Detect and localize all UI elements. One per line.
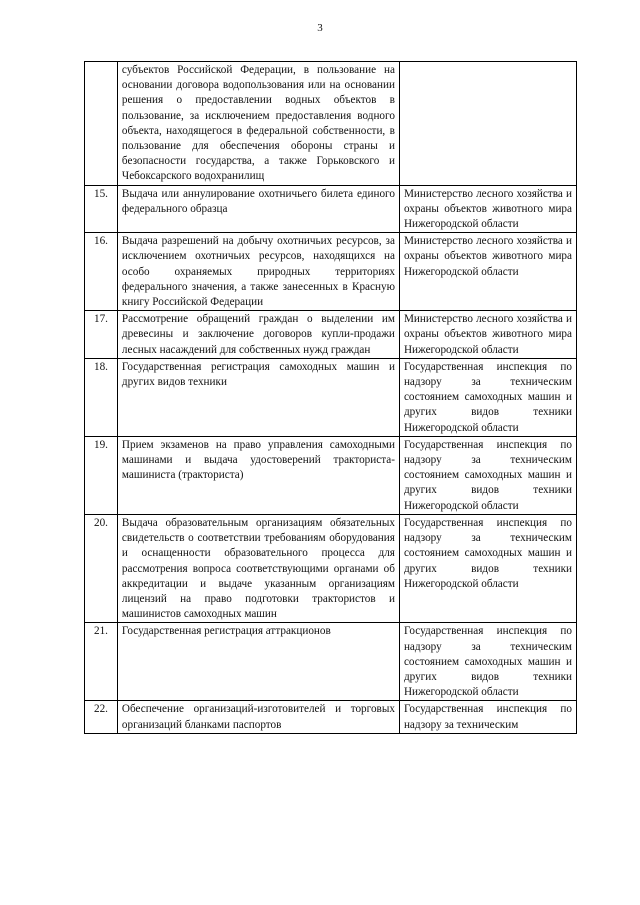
responsible-authority: Министерство лесного хозяйства и охраны объектов животного мира Нижегородской области xyxy=(399,233,576,311)
table-row xyxy=(85,358,577,436)
responsible-authority: Министерство лесного хозяйства и охраны объектов животного мира Нижегородской области xyxy=(399,311,576,359)
row-number: 15. xyxy=(85,185,118,233)
row-number xyxy=(85,62,118,186)
table-row xyxy=(85,185,577,233)
responsible-authority: Министерство лесного хозяйства и охраны объектов животного мира Нижегородской области xyxy=(399,185,576,233)
table-row xyxy=(85,701,577,733)
responsible-authority: Государственная инспекция по надзору за техническим состоянием самоходных машин и других видов техники Нижегородской области xyxy=(399,514,576,622)
service-description: Прием экзаменов на право управления самоходными машинами и выдача удостоверений тракториста-машиниста (тракториста) xyxy=(117,436,399,514)
service-description: Выдача разрешений на добычу охотничьих ресурсов, за исключением охотничьих ресурсов, находящихся на особо охраняемых природных территориях федерального значения, а также занесенных в Красную книгу Российской Федерации xyxy=(117,233,399,311)
responsible-authority: Государственная инспекция по надзору за техническим xyxy=(399,701,576,733)
table-row xyxy=(85,436,577,514)
table-row xyxy=(85,311,577,359)
table-row xyxy=(85,623,577,701)
service-description: Выдача или аннулирование охотничьего билета единого федерального образца xyxy=(117,185,399,233)
service-description: Государственная регистрация аттракционов xyxy=(117,623,399,701)
responsible-authority: Государственная инспекция по надзору за техническим состоянием самоходных машин и других видов техники Нижегородской области xyxy=(399,436,576,514)
responsible-authority: Государственная инспекция по надзору за техническим состоянием самоходных машин и других видов техники Нижегородской области xyxy=(399,358,576,436)
table-row xyxy=(85,514,577,622)
service-description: субъектов Российской Федерации, в пользование на основании договора водопользования или на основании решения о предоставлении водных объектов в пользование, за исключением предоставления водного объекта, находящегося в федеральной собственности, в пользование для обеспечения обороны страны и безопасности государства, а также Горьковского и Чебоксарского водохранилищ xyxy=(117,62,399,186)
service-description: Рассмотрение обращений граждан о выделении им древесины и заключение договоров купли-продажи лесных насаждений для собственных нужд граждан xyxy=(117,311,399,359)
row-number: 20. xyxy=(85,514,118,622)
row-number: 21. xyxy=(85,623,118,701)
page-number: 3 xyxy=(317,22,323,34)
row-number: 19. xyxy=(85,436,118,514)
responsible-authority: Государственная инспекция по надзору за техническим состоянием самоходных машин и других видов техники Нижегородской области xyxy=(399,623,576,701)
service-description: Обеспечение организаций-изготовителей и торговых организаций бланками паспортов xyxy=(117,701,399,733)
responsible-authority xyxy=(399,62,576,186)
services-table xyxy=(84,61,577,734)
table-row xyxy=(85,62,577,186)
service-description: Государственная регистрация самоходных машин и других видов техники xyxy=(117,358,399,436)
row-number: 16. xyxy=(85,233,118,311)
row-number: 22. xyxy=(85,701,118,733)
service-description: Выдача образовательным организациям обязательных свидетельств о соответствии требованиям оборудования и оснащенности образовательного процесса для рассмотрения вопроса соответствующими органами об аккредитации и выдаче указанным организациям лицензий на право подготовки трактористов и машинистов самоходных машин xyxy=(117,514,399,622)
row-number: 18. xyxy=(85,358,118,436)
table-row xyxy=(85,233,577,311)
row-number: 17. xyxy=(85,311,118,359)
